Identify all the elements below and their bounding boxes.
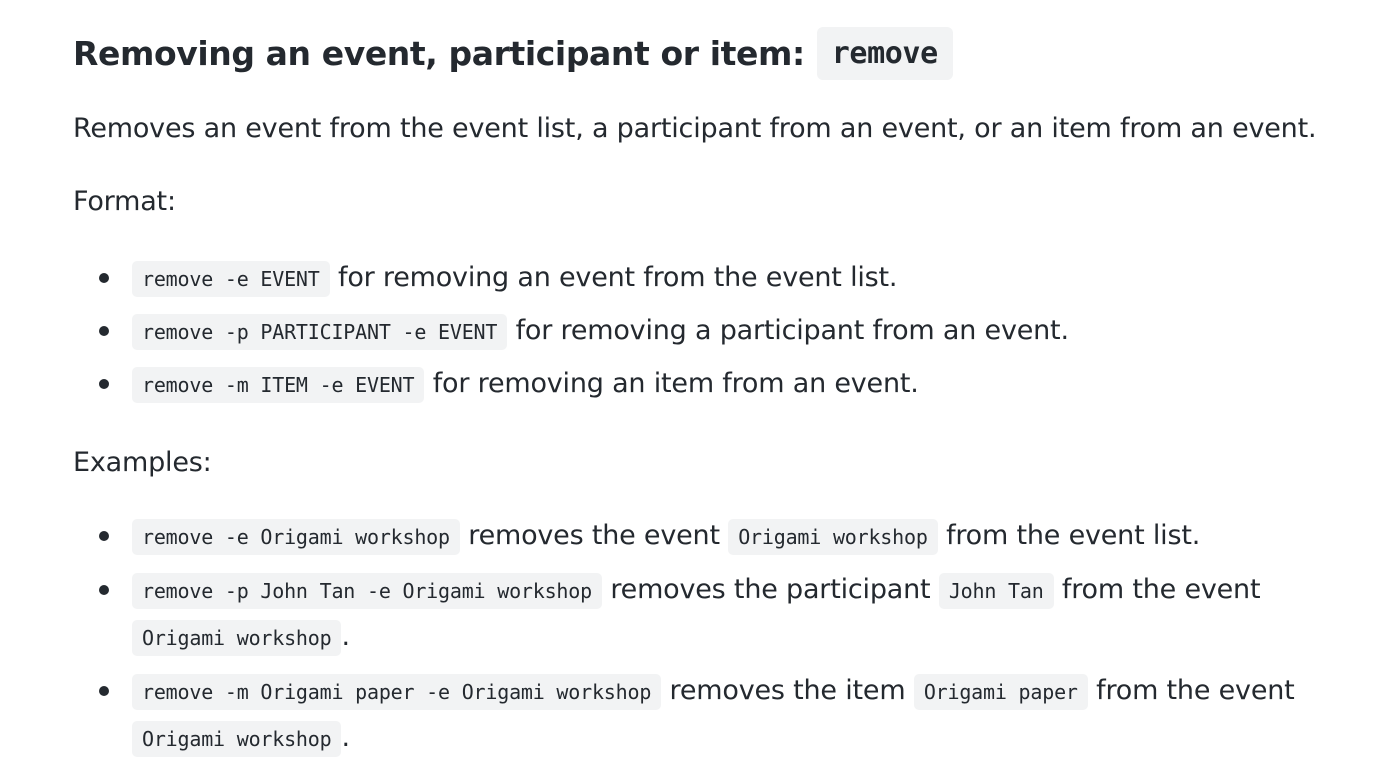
format-item xyxy=(132,358,1363,411)
example-inline-code: Origami workshop xyxy=(132,620,341,656)
format-label: Format: xyxy=(73,186,176,217)
example-text: removes the participant xyxy=(601,574,939,605)
example-inline-code: Origami workshop xyxy=(132,721,341,757)
example-text: from the event list. xyxy=(937,520,1201,551)
example-code: remove -p John Tan -e Origami workshop xyxy=(132,573,602,609)
heading-command-code: remove xyxy=(817,27,953,80)
example-item xyxy=(132,668,1363,762)
example-code: remove -m Origami paper -e Origami workshop xyxy=(132,674,661,710)
example-text: from the event xyxy=(1053,574,1261,605)
format-text: for removing a participant from an event. xyxy=(507,315,1069,346)
example-text: removes the item xyxy=(661,675,914,706)
format-code: remove -e EVENT xyxy=(132,261,330,297)
examples-label: Examples: xyxy=(73,447,212,478)
format-item xyxy=(132,305,1363,358)
format-code: remove -p PARTICIPANT -e EVENT xyxy=(132,314,507,350)
format-code: remove -m ITEM -e EVENT xyxy=(132,367,424,403)
format-text: for removing an item from an event. xyxy=(424,368,919,399)
example-code: remove -e Origami workshop xyxy=(132,519,460,555)
example-item xyxy=(132,567,1363,661)
example-inline-code: Origami paper xyxy=(914,674,1088,710)
example-inline-code: Origami workshop xyxy=(728,519,937,555)
example-text: . xyxy=(341,621,350,652)
example-inline-code: John Tan xyxy=(939,573,1054,609)
format-text: for removing an event from the event list. xyxy=(329,262,898,293)
example-text: removes the event xyxy=(459,520,729,551)
examples-list xyxy=(73,513,1363,762)
example-text: . xyxy=(341,722,350,753)
heading-text: Removing an event, participant or item: xyxy=(73,34,805,73)
format-item xyxy=(132,252,1363,305)
example-text: from the event xyxy=(1087,675,1295,706)
format-list xyxy=(73,252,1363,411)
section-description: Removes an event from the event list, a participant from an event, or an item from an event. xyxy=(73,113,1317,144)
section-heading xyxy=(73,0,1363,82)
example-item xyxy=(132,513,1363,560)
